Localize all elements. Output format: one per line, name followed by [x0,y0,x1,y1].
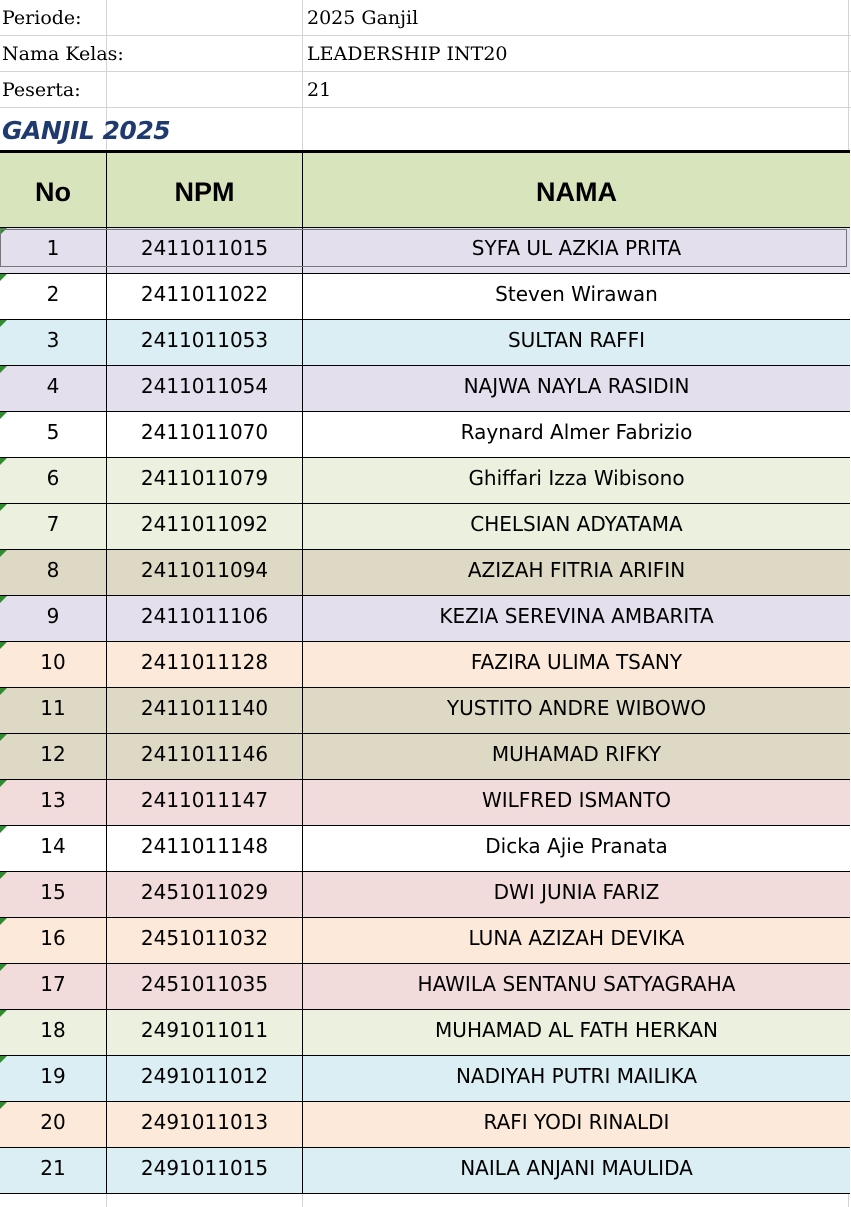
cell-no[interactable]: 18 [0,1010,107,1055]
cell-comment-marker-icon [0,1010,7,1017]
table-row [0,688,850,734]
table-row [0,964,850,1010]
cell-nama[interactable]: Raynard Almer Fabrizio [460,420,693,444]
header-nama[interactable]: NAMA [536,177,617,207]
cell-nama[interactable]: NAILA ANJANI MAULIDA [460,1156,693,1180]
cell-npm[interactable]: 2411011015 [107,228,303,273]
section-title[interactable]: GANJIL 2025 [2,116,171,145]
cell-nama[interactable]: MUHAMAD AL FATH HERKAN [435,1018,718,1042]
cell-nama[interactable]: Steven Wirawan [495,282,658,306]
cell-npm[interactable]: 2451011029 [107,872,303,917]
table-row [0,1056,850,1102]
cell-npm[interactable]: 2411011148 [107,826,303,871]
cell-no[interactable]: 21 [0,1148,107,1193]
cell-nama[interactable]: HAWILA SENTANU SATYAGRAHA [417,972,736,996]
cell-comment-marker-icon [0,688,7,695]
cell-comment-marker-icon [0,412,7,419]
cell-no[interactable]: 19 [0,1056,107,1101]
meta-value-kelas[interactable]: LEADERSHIP INT20 [307,43,508,65]
cell-no[interactable]: 10 [0,642,107,687]
cell-comment-marker-icon [0,1056,7,1063]
table-row [0,320,850,366]
meta-label-peserta[interactable]: Peserta: [2,79,81,101]
meta-value-peserta[interactable]: 21 [307,79,332,101]
cell-nama[interactable]: FAZIRA ULIMA TSANY [470,650,683,674]
cell-nama[interactable]: SYFA UL AZKIA PRITA [471,236,682,260]
table-row [0,918,850,964]
cell-no[interactable]: 1 [0,228,107,273]
table-row [0,642,850,688]
cell-npm[interactable]: 2491011011 [107,1010,303,1055]
cell-nama[interactable]: AZIZAH FITRIA ARIFIN [467,558,686,582]
cell-npm[interactable]: 2451011032 [107,918,303,963]
cell-npm[interactable]: 2491011013 [107,1102,303,1147]
meta-label-kelas[interactable]: Nama Kelas: [2,43,124,65]
header-npm[interactable]: NPM [107,153,303,228]
cell-nama[interactable]: WILFRED ISMANTO [481,788,672,812]
cell-nama[interactable]: LUNA AZIZAH DEVIKA [468,926,685,950]
cell-nama[interactable]: MUHAMAD RIFKY [491,742,662,766]
table-row [0,826,850,872]
table-row [0,780,850,826]
cell-no[interactable]: 15 [0,872,107,917]
cell-comment-marker-icon [0,964,7,971]
cell-no[interactable]: 8 [0,550,107,595]
cell-npm[interactable]: 2411011079 [107,458,303,503]
cell-comment-marker-icon [0,596,7,603]
cell-no[interactable]: 6 [0,458,107,503]
cell-comment-marker-icon [0,780,7,787]
table-row [0,366,850,412]
table-row [0,596,850,642]
cell-nama[interactable]: SULTAN RAFFI [507,328,646,352]
cell-nama[interactable]: Dicka Ajie Pranata [485,834,668,858]
cell-comment-marker-icon [0,1102,7,1109]
cell-npm[interactable]: 2411011022 [107,274,303,319]
table-row [0,274,850,320]
cell-npm[interactable]: 2411011092 [107,504,303,549]
table-row [0,1102,850,1148]
table-row [0,1010,850,1056]
cell-comment-marker-icon [0,550,7,557]
cell-npm[interactable]: 2411011054 [107,366,303,411]
table-row [0,458,850,504]
cell-nama[interactable]: YUSTITO ANDRE WIBOWO [446,696,707,720]
cell-npm[interactable]: 2411011106 [107,596,303,641]
cell-comment-marker-icon [0,504,7,511]
header-no[interactable]: No [0,153,107,228]
cell-nama[interactable]: KEZIA SEREVINA AMBARITA [439,604,714,628]
table-row [0,228,850,274]
table-row [0,504,850,550]
cell-npm[interactable]: 2411011146 [107,734,303,779]
cell-nama[interactable]: DWI JUNIA FARIZ [493,880,660,904]
cell-comment-marker-icon [0,734,7,741]
cell-npm[interactable]: 2451011035 [107,964,303,1009]
table-row [0,550,850,596]
cell-npm[interactable]: 2411011140 [107,688,303,733]
cell-comment-marker-icon [0,320,7,327]
cell-npm[interactable]: 2411011128 [107,642,303,687]
cell-comment-marker-icon [0,228,7,235]
cell-no[interactable]: 13 [0,780,107,825]
table-row [0,734,850,780]
cell-comment-marker-icon [0,642,7,649]
cell-no[interactable]: 2 [0,274,107,319]
cell-npm[interactable]: 2491011015 [107,1148,303,1193]
cell-no[interactable]: 3 [0,320,107,365]
cell-nama[interactable]: NADIYAH PUTRI MAILIKA [455,1064,698,1088]
table-row [0,872,850,918]
table-row [0,1148,850,1194]
cell-npm[interactable]: 2411011094 [107,550,303,595]
cell-no[interactable]: 5 [0,412,107,457]
cell-no[interactable]: 20 [0,1102,107,1147]
cell-no[interactable]: 11 [0,688,107,733]
meta-label-periode[interactable]: Periode: [2,7,82,29]
cell-npm[interactable]: 2411011053 [107,320,303,365]
cell-nama[interactable]: CHELSIAN ADYATAMA [470,512,683,536]
cell-no[interactable]: 12 [0,734,107,779]
meta-value-periode[interactable]: 2025 Ganjil [307,7,419,29]
cell-nama[interactable]: NAJWA NAYLA RASIDIN [463,374,690,398]
table-row [0,412,850,458]
cell-comment-marker-icon [0,458,7,465]
cell-no[interactable]: 9 [0,596,107,641]
cell-npm[interactable]: 2411011147 [107,780,303,825]
cell-nama[interactable]: Ghiffari Izza Wibisono [468,466,685,490]
cell-comment-marker-icon [0,274,7,281]
cell-no[interactable]: 17 [0,964,107,1009]
cell-comment-marker-icon [0,826,7,833]
table-header [0,150,850,228]
cell-no[interactable]: 4 [0,366,107,411]
cell-npm[interactable]: 2411011070 [107,412,303,457]
cell-no[interactable]: 16 [0,918,107,963]
cell-comment-marker-icon [0,918,7,925]
cell-no[interactable]: 7 [0,504,107,549]
cell-npm[interactable]: 2491011012 [107,1056,303,1101]
cell-comment-marker-icon [0,872,7,879]
cell-nama[interactable]: RAFI YODI RINALDI [483,1110,670,1134]
cell-no[interactable]: 14 [0,826,107,871]
cell-comment-marker-icon [0,366,7,373]
